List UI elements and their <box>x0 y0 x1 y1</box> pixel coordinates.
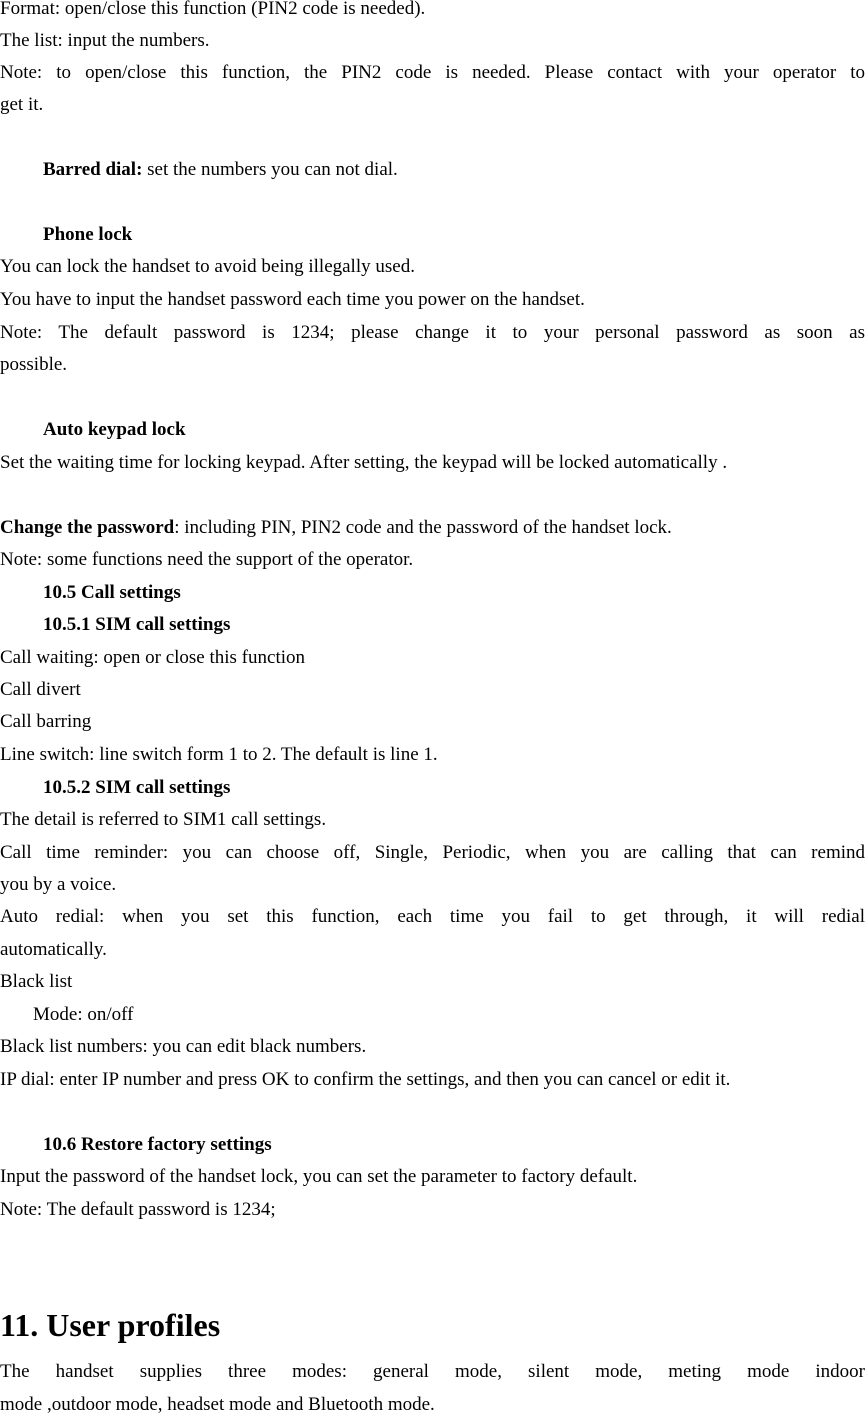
change-password-text: : including PIN, PIN2 code and the password of the handset lock. <box>174 517 672 538</box>
auto-redial-line-1: Auto redial: when you set this function, each time you fail to get through, it will redial <box>0 906 865 927</box>
auto-redial-line-2: automatically. <box>0 939 107 960</box>
change-password-line <box>0 517 672 539</box>
call-divert-line: Call divert <box>0 679 81 700</box>
auto-keypad-heading: Auto keypad lock <box>43 419 186 440</box>
barred-dial-line <box>43 159 398 181</box>
call-barring-line: Call barring <box>0 711 92 732</box>
sim2-detail-line: The detail is referred to SIM1 call settings. <box>0 809 327 830</box>
user-profiles-line-1: The handset supplies three modes: general mode, silent mode, meting mode indoor <box>0 1361 865 1382</box>
restore-factory-heading: 10.6 Restore factory settings <box>43 1134 272 1155</box>
phone-lock-heading: Phone lock <box>43 224 133 245</box>
call-waiting-line: Call waiting: open or close this function <box>0 647 306 668</box>
black-list-numbers-line: Black list numbers: you can edit black numbers. <box>0 1036 367 1057</box>
phone-lock-line-2: You have to input the handset password each time you power on the handset. <box>0 289 585 310</box>
format-line: Format: open/close this function (PIN2 code is needed). <box>0 0 426 19</box>
call-time-reminder-line-1: Call time reminder: you can choose off, Single, Periodic, when you are calling that can remind <box>0 842 865 863</box>
user-profiles-heading: 11. User profiles <box>0 1307 221 1343</box>
pin2-note-line-1: Note: to open/close this function, the PIN2 code is needed. Please contact with your operator to <box>0 62 865 83</box>
change-password-label: Change the password <box>0 517 175 538</box>
restore-factory-note: Note: The default password is 1234; <box>0 1199 276 1220</box>
phone-lock-line-1: You can lock the handset to avoid being illegally used. <box>0 256 415 277</box>
sim2-call-settings-heading: 10.5.2 SIM call settings <box>43 777 231 798</box>
sim1-call-settings-heading: 10.5.1 SIM call settings <box>43 614 231 635</box>
black-list-line: Black list <box>0 971 73 992</box>
barred-dial-label: Barred dial: <box>43 159 143 180</box>
black-list-mode-line: Mode: on/off <box>33 1004 134 1025</box>
line-switch-line: Line switch: line switch form 1 to 2. The default is line 1. <box>0 744 438 765</box>
call-time-reminder-line-2: you by a voice. <box>0 874 117 895</box>
list-line: The list: input the numbers. <box>0 30 210 51</box>
operator-note: Note: some functions need the support of the operator. <box>0 549 414 570</box>
ip-dial-line: IP dial: enter IP number and press OK to confirm the settings, and then you can cancel or edit it. <box>0 1069 731 1090</box>
pin2-note-line-2: get it. <box>0 94 44 115</box>
phone-lock-note-line-2: possible. <box>0 354 68 375</box>
user-profiles-line-2: mode ,outdoor mode, headset mode and Bluetooth mode. <box>0 1394 435 1415</box>
restore-factory-text: Input the password of the handset lock, you can set the parameter to factory default. <box>0 1166 638 1187</box>
phone-lock-note-line-1: Note: The default password is 1234; please change it to your personal password as soon as <box>0 322 865 343</box>
call-settings-heading: 10.5 Call settings <box>43 582 181 603</box>
auto-keypad-text: Set the waiting time for locking keypad. After setting, the keypad will be locked automatically . <box>0 452 728 473</box>
barred-dial-text: set the numbers you can not dial. <box>142 159 398 180</box>
